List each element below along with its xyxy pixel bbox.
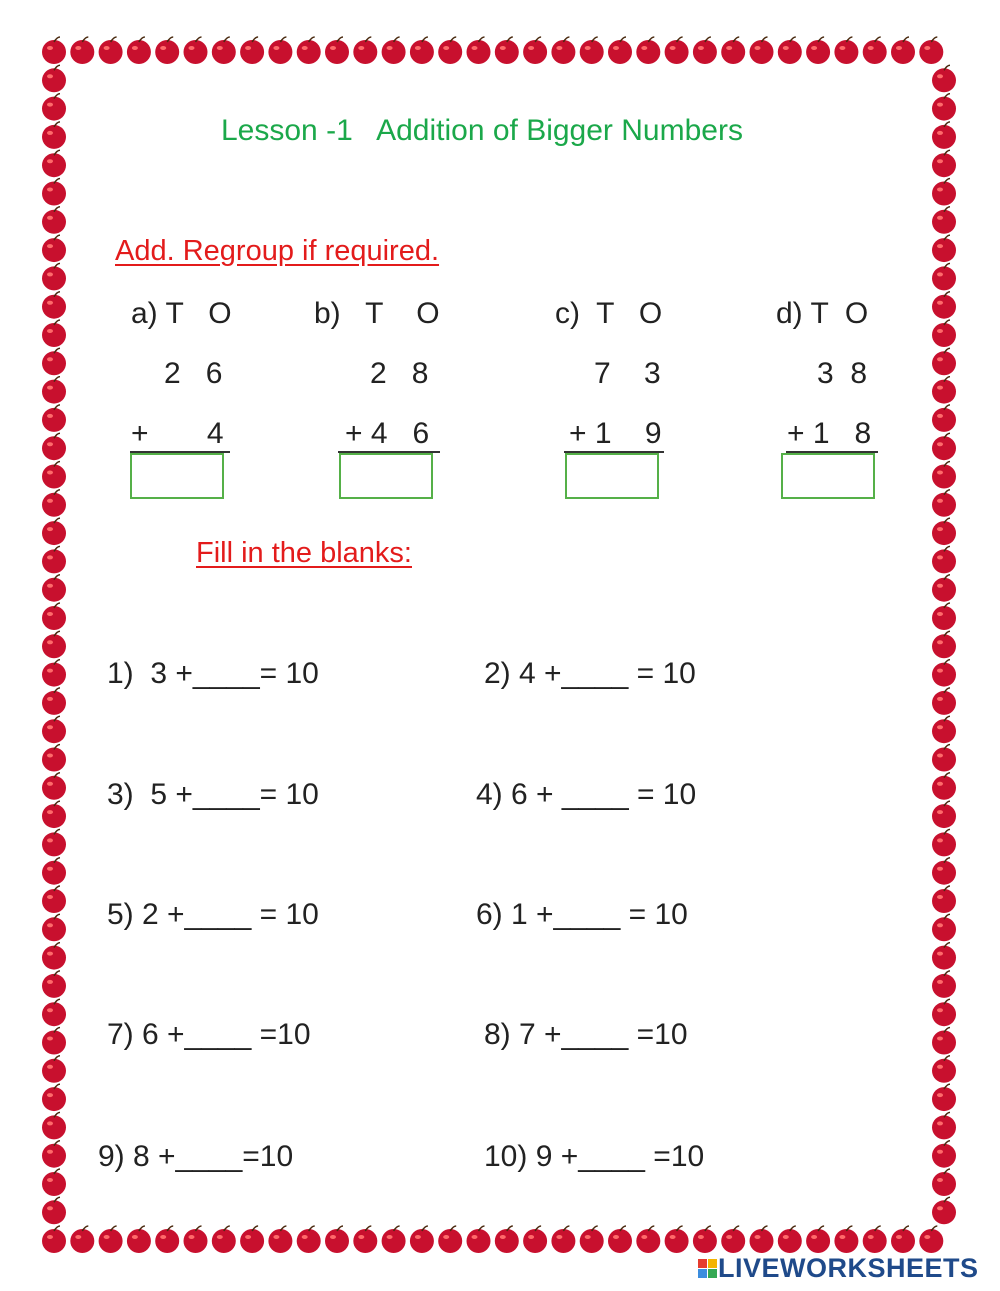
fill-section-heading: Fill in the blanks:	[196, 537, 412, 569]
fill-item-7[interactable]: 7) 6 +____ =10	[107, 1018, 311, 1051]
fill-item-9[interactable]: 9) 8 +____=10	[98, 1140, 294, 1173]
fill-item-3[interactable]: 3) 5 +____= 10	[107, 778, 319, 811]
brand-name: LIVEWORKSHEETS	[718, 1253, 979, 1283]
problem-d-bottom: + 1 8	[787, 417, 872, 450]
problem-d-top: 3 8	[817, 357, 868, 390]
problem-a-header: a) T O	[131, 297, 232, 330]
problem-a-bottom: + 4	[131, 417, 224, 450]
fill-item-1[interactable]: 1) 3 +____= 10	[107, 657, 319, 690]
fill-item-5[interactable]: 5) 2 +____ = 10	[107, 898, 319, 931]
problem-b-top: 2 8	[370, 357, 429, 390]
problem-d-header: d) T O	[776, 297, 869, 330]
page-title: Lesson -1 Addition of Bigger Numbers	[221, 114, 743, 147]
problem-c-header: c) T O	[555, 297, 663, 330]
fill-item-6[interactable]: 6) 1 +____ = 10	[476, 898, 688, 931]
problem-b-bottom: + 4 6	[345, 417, 430, 450]
fill-item-8[interactable]: 8) 7 +____ =10	[484, 1018, 688, 1051]
problem-c-answer-box[interactable]	[565, 453, 659, 499]
problem-d-answer-box[interactable]	[781, 453, 875, 499]
problem-b-answer-box[interactable]	[339, 453, 433, 499]
problem-a-answer-box[interactable]	[130, 453, 224, 499]
fill-item-10[interactable]: 10) 9 +____ =10	[484, 1140, 705, 1173]
problem-a-top: 2 6	[164, 357, 223, 390]
add-section-heading: Add. Regroup if required.	[115, 235, 440, 267]
problem-c-top: 7 3	[594, 357, 661, 390]
problem-c-bottom: + 1 9	[569, 417, 662, 450]
problem-b-header: b) T O	[314, 297, 440, 330]
fill-item-2[interactable]: 2) 4 +____ = 10	[484, 657, 696, 690]
fill-item-4[interactable]: 4) 6 + ____ = 10	[476, 778, 697, 811]
